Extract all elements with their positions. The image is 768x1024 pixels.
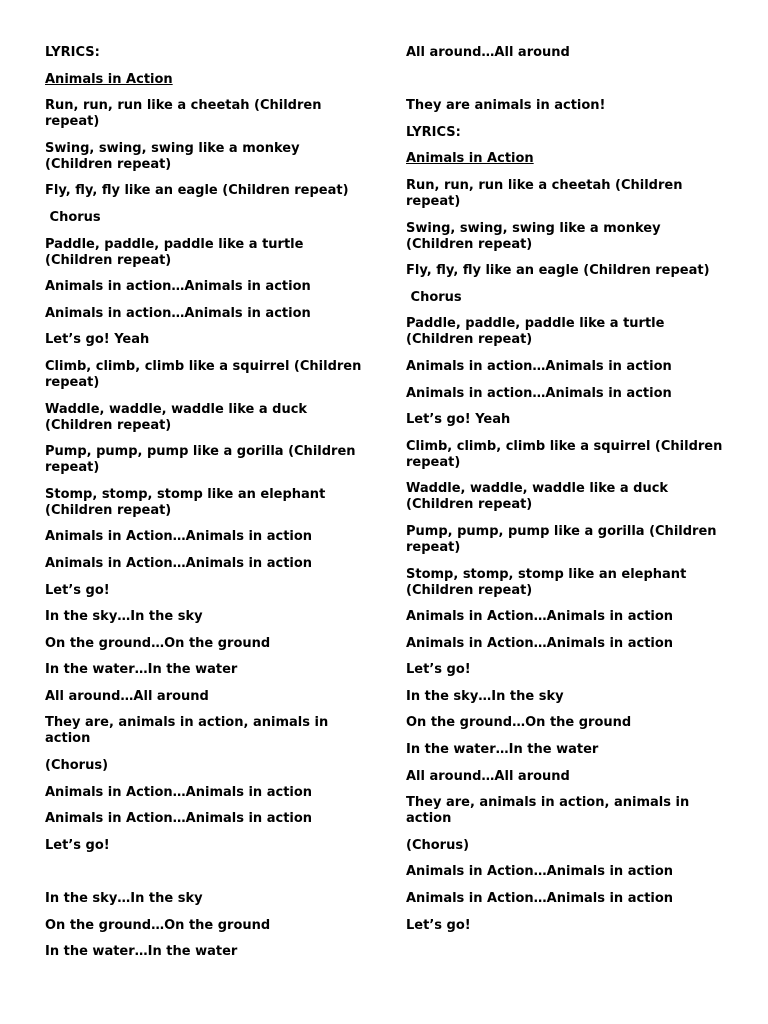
lyric-line: In the sky…In the sky bbox=[45, 891, 203, 907]
lyric-line: They are animals in action! bbox=[406, 98, 606, 114]
lyric-line: Run, run, run like a cheetah (Children repeat) bbox=[45, 98, 326, 130]
lyric-line: Waddle, waddle, waddle like a duck (Children repeat) bbox=[45, 401, 312, 433]
lyric-line: Run, run, run like a cheetah (Children repeat) bbox=[406, 177, 687, 209]
song-title: Animals in Action bbox=[45, 71, 173, 87]
lyric-line: Let’s go! bbox=[406, 662, 471, 678]
lyric-line: Stomp, stomp, stomp like an elephant (Children repeat) bbox=[45, 486, 330, 518]
left-column bbox=[45, 45, 365, 971]
blank-line bbox=[45, 864, 365, 880]
lyric-line: In the water…In the water bbox=[406, 742, 599, 758]
lyric-line: Animals in Action…Animals in action bbox=[406, 891, 674, 907]
lyric-line: They are, animals in action, animals in action bbox=[45, 715, 333, 747]
lyric-line: Animals in action…Animals in action bbox=[406, 358, 672, 374]
lyric-line: (Chorus) bbox=[406, 837, 470, 853]
song-title: Animals in Action bbox=[406, 151, 534, 167]
lyric-line: In the water…In the water bbox=[45, 662, 238, 678]
lyric-line: All around…All around bbox=[406, 45, 570, 60]
lyric-line: Let’s go! bbox=[45, 837, 110, 853]
lyric-line: Let’s go! Yeah bbox=[406, 412, 511, 428]
lyric-line: Let’s go! bbox=[406, 917, 471, 933]
blank-line bbox=[406, 72, 726, 88]
lyric-line: Let’s go! bbox=[45, 582, 110, 598]
lyric-line: Swing, swing, swing like a monkey (Children repeat) bbox=[45, 140, 305, 172]
lyric-line: All around…All around bbox=[45, 688, 209, 704]
lyric-line: Paddle, paddle, paddle like a turtle (Children repeat) bbox=[406, 316, 669, 348]
lyric-line: Animals in Action…Animals in action bbox=[45, 811, 313, 827]
lyric-line: Fly, fly, fly like an eagle (Children repeat) bbox=[406, 263, 710, 279]
lyric-line: Animals in action…Animals in action bbox=[406, 385, 672, 401]
lyric-line: In the water…In the water bbox=[45, 944, 238, 960]
lyric-line: Animals in action…Animals in action bbox=[45, 279, 311, 295]
lyric-line: Chorus bbox=[406, 289, 462, 305]
lyrics-heading: LYRICS: bbox=[45, 45, 100, 60]
lyric-line: Waddle, waddle, waddle like a duck (Children repeat) bbox=[406, 481, 673, 513]
lyric-line: On the ground…On the ground bbox=[406, 715, 632, 731]
lyric-line: In the sky…In the sky bbox=[45, 609, 203, 625]
lyric-line: Animals in Action…Animals in action bbox=[406, 609, 674, 625]
lyric-line: They are, animals in action, animals in action bbox=[406, 795, 694, 827]
lyric-line: Animals in Action…Animals in action bbox=[406, 635, 674, 651]
lyric-line: Climb, climb, climb like a squirrel (Children repeat) bbox=[406, 438, 727, 470]
lyric-line: Climb, climb, climb like a squirrel (Children repeat) bbox=[45, 358, 366, 390]
lyric-line: Let’s go! Yeah bbox=[45, 332, 150, 348]
lyric-line: Animals in Action…Animals in action bbox=[45, 555, 313, 571]
lyric-line: In the sky…In the sky bbox=[406, 688, 564, 704]
right-column bbox=[406, 45, 726, 944]
lyric-line: On the ground…On the ground bbox=[45, 635, 271, 651]
lyric-line: Swing, swing, swing like a monkey (Children repeat) bbox=[406, 220, 666, 252]
lyric-line: Animals in Action…Animals in action bbox=[45, 529, 313, 545]
lyric-line: Pump, pump, pump like a gorilla (Children repeat) bbox=[45, 444, 361, 476]
lyric-line: Paddle, paddle, paddle like a turtle (Children repeat) bbox=[45, 236, 308, 268]
lyric-line: Fly, fly, fly like an eagle (Children repeat) bbox=[45, 183, 349, 199]
lyrics-heading: LYRICS: bbox=[406, 124, 461, 140]
lyric-line: Stomp, stomp, stomp like an elephant (Children repeat) bbox=[406, 566, 691, 598]
lyric-line: Animals in Action…Animals in action bbox=[406, 864, 674, 880]
lyric-line: Animals in Action…Animals in action bbox=[45, 784, 313, 800]
lyric-line: Pump, pump, pump like a gorilla (Children repeat) bbox=[406, 523, 722, 555]
lyric-line: On the ground…On the ground bbox=[45, 917, 271, 933]
lyric-line: All around…All around bbox=[406, 768, 570, 784]
lyric-line: Animals in action…Animals in action bbox=[45, 305, 311, 321]
lyric-line: (Chorus) bbox=[45, 758, 109, 774]
lyric-line: Chorus bbox=[45, 209, 101, 225]
